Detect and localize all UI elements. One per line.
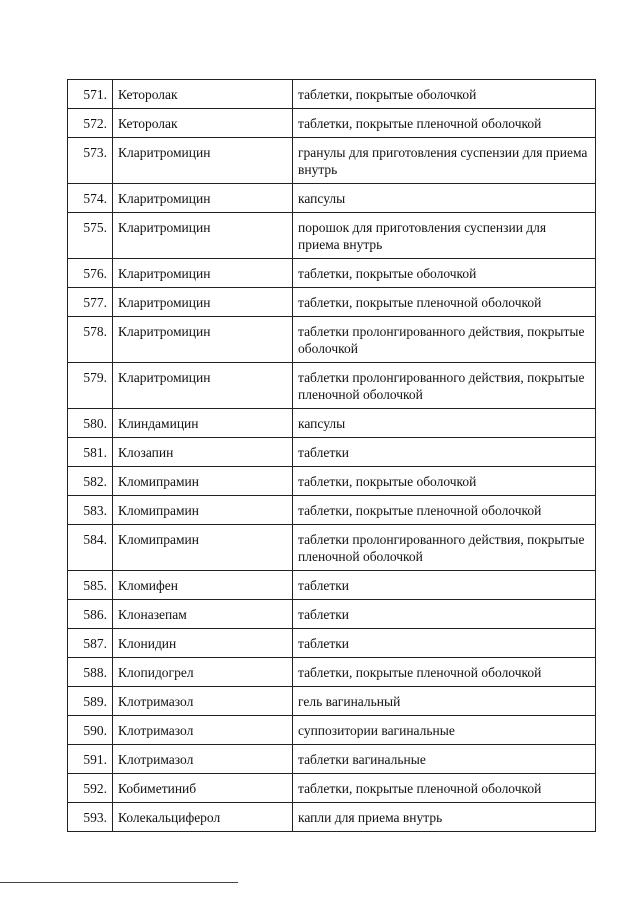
- drug-name: Кломипрамин: [113, 496, 293, 525]
- table-row: [68, 774, 596, 803]
- dosage-form: таблетки пролонгированного действия, покрытые пленочной оболочкой: [293, 363, 596, 409]
- row-number: 578.: [68, 317, 113, 363]
- drug-name: Клопидогрел: [113, 658, 293, 687]
- table-row: [68, 745, 596, 774]
- drug-name: Кларитромицин: [113, 213, 293, 259]
- drug-name: Кломипрамин: [113, 525, 293, 571]
- table-row: [68, 496, 596, 525]
- row-number: 582.: [68, 467, 113, 496]
- dosage-form: таблетки: [293, 571, 596, 600]
- dosage-form: таблетки, покрытые пленочной оболочкой: [293, 109, 596, 138]
- dosage-form: таблетки пролонгированного действия, покрытые пленочной оболочкой: [293, 525, 596, 571]
- table-row: [68, 138, 596, 184]
- table-row: [68, 213, 596, 259]
- drug-name: Кларитромицин: [113, 138, 293, 184]
- drug-name: Кеторолак: [113, 109, 293, 138]
- table-row: [68, 80, 596, 109]
- dosage-form: гель вагинальный: [293, 687, 596, 716]
- row-number: 591.: [68, 745, 113, 774]
- drug-table: [67, 79, 596, 832]
- dosage-form: таблетки: [293, 629, 596, 658]
- dosage-form: таблетки, покрытые оболочкой: [293, 467, 596, 496]
- dosage-form: таблетки, покрытые пленочной оболочкой: [293, 774, 596, 803]
- drug-name: Клотримазол: [113, 687, 293, 716]
- dosage-form: таблетки: [293, 600, 596, 629]
- drug-name: Кларитромицин: [113, 288, 293, 317]
- dosage-form: таблетки, покрытые оболочкой: [293, 259, 596, 288]
- table-row: [68, 467, 596, 496]
- table-row: [68, 658, 596, 687]
- drug-name: Кломифен: [113, 571, 293, 600]
- table-row: [68, 571, 596, 600]
- row-number: 589.: [68, 687, 113, 716]
- row-number: 571.: [68, 80, 113, 109]
- drug-name: Клонидин: [113, 629, 293, 658]
- row-number: 576.: [68, 259, 113, 288]
- table-row: [68, 259, 596, 288]
- table-row: [68, 409, 596, 438]
- dosage-form: капли для приема внутрь: [293, 803, 596, 832]
- row-number: 577.: [68, 288, 113, 317]
- dosage-form: суппозитории вагинальные: [293, 716, 596, 745]
- drug-name: Кларитромицин: [113, 317, 293, 363]
- row-number: 581.: [68, 438, 113, 467]
- table-row: [68, 288, 596, 317]
- row-number: 584.: [68, 525, 113, 571]
- row-number: 593.: [68, 803, 113, 832]
- table-row: [68, 525, 596, 571]
- table-row: [68, 363, 596, 409]
- drug-name: Кломипрамин: [113, 467, 293, 496]
- row-number: 592.: [68, 774, 113, 803]
- table-row: [68, 600, 596, 629]
- table-row: [68, 629, 596, 658]
- footnote-divider: [0, 882, 238, 883]
- row-number: 590.: [68, 716, 113, 745]
- drug-name: Клозапин: [113, 438, 293, 467]
- drug-name: Кларитромицин: [113, 184, 293, 213]
- drug-name: Колекальциферол: [113, 803, 293, 832]
- dosage-form: капсулы: [293, 409, 596, 438]
- row-number: 580.: [68, 409, 113, 438]
- row-number: 575.: [68, 213, 113, 259]
- table-row: [68, 716, 596, 745]
- dosage-form: таблетки, покрытые пленочной оболочкой: [293, 288, 596, 317]
- row-number: 583.: [68, 496, 113, 525]
- drug-name: Кларитромицин: [113, 363, 293, 409]
- table-row: [68, 184, 596, 213]
- drug-name: Кобиметиниб: [113, 774, 293, 803]
- dosage-form: гранулы для приготовления суспензии для приема внутрь: [293, 138, 596, 184]
- drug-name: Кларитромицин: [113, 259, 293, 288]
- row-number: 586.: [68, 600, 113, 629]
- dosage-form: таблетки, покрытые пленочной оболочкой: [293, 658, 596, 687]
- table-row: [68, 803, 596, 832]
- drug-name: Клотримазол: [113, 716, 293, 745]
- dosage-form: таблетки, покрытые оболочкой: [293, 80, 596, 109]
- table-row: [68, 438, 596, 467]
- drug-name: Клотримазол: [113, 745, 293, 774]
- table-row: [68, 317, 596, 363]
- dosage-form: порошок для приготовления суспензии для приема внутрь: [293, 213, 596, 259]
- drug-name: Клиндамицин: [113, 409, 293, 438]
- row-number: 572.: [68, 109, 113, 138]
- row-number: 588.: [68, 658, 113, 687]
- dosage-form: таблетки, покрытые пленочной оболочкой: [293, 496, 596, 525]
- drug-name: Клоназепам: [113, 600, 293, 629]
- row-number: 585.: [68, 571, 113, 600]
- row-number: 587.: [68, 629, 113, 658]
- drug-name: Кеторолак: [113, 80, 293, 109]
- table-row: [68, 687, 596, 716]
- row-number: 573.: [68, 138, 113, 184]
- dosage-form: капсулы: [293, 184, 596, 213]
- row-number: 579.: [68, 363, 113, 409]
- table-row: [68, 109, 596, 138]
- dosage-form: таблетки вагинальные: [293, 745, 596, 774]
- dosage-form: таблетки пролонгированного действия, покрытые оболочкой: [293, 317, 596, 363]
- row-number: 574.: [68, 184, 113, 213]
- dosage-form: таблетки: [293, 438, 596, 467]
